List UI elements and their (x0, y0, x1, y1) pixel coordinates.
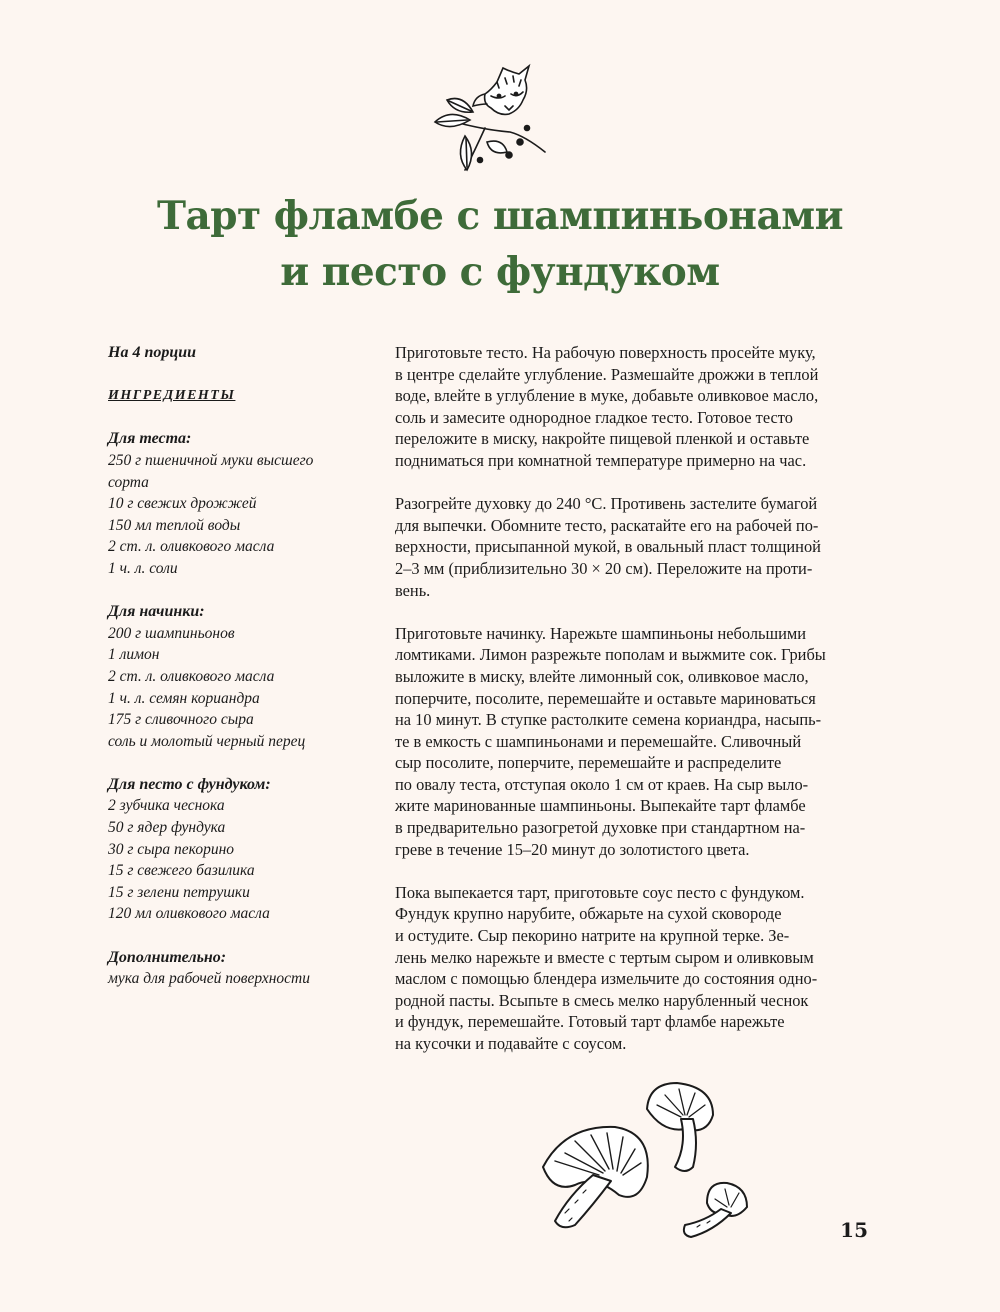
recipe-title (0, 188, 1000, 300)
text-line: сыр посолите, поперчите, перемешайте и распределите (395, 753, 782, 773)
text-line: в предварительно разогретой духовке при стандартном на- (395, 818, 806, 838)
ingredient-item: 1 ч. л. соли (108, 559, 178, 577)
ingredient-item: соль и молотый черный перец (108, 732, 306, 750)
text-line: и остудите. Сыр пекорино натрите на крупной терке. Зе- (395, 926, 790, 946)
title-line: Тарт фламбе с шампиньонами (156, 193, 844, 239)
text-line: маслом с помощью блендера измельчите до состояния одно- (395, 969, 818, 989)
ingredient-item: 2 ст. л. оливкового масла (108, 538, 275, 556)
text-line: воде, влейте в углубление в муке, добавьте оливковое масло, (395, 386, 819, 406)
ingredient-item: сорта (108, 473, 149, 491)
ingredient-item: 250 г пшеничной муки высшего (108, 451, 314, 469)
ingredient-item: 10 г свежих дрожжей (108, 495, 257, 513)
text-line: Приготовьте тесто. На рабочую поверхность просейте муку, (395, 343, 816, 362)
text-line: Фундук крупно нарубите, обжарьте на сухой сковороде (395, 904, 782, 924)
ingredient-item: 175 г сливочного сыра (108, 711, 254, 729)
text-line: лень мелко нарежьте и вместе с тертым сыром и оливковым (395, 947, 814, 967)
ingredient-item: 15 г свежего базилика (108, 862, 255, 880)
ingredient-item: мука для рабочей поверхности (108, 970, 310, 988)
step-paragraph (395, 493, 875, 601)
text-line: Разогрейте духовку до 240 °С. Противень застелите бумагой (395, 494, 818, 514)
text-line: поперчите, посолите, перемешайте и оставьте мариноваться (395, 688, 816, 708)
text-line: на кусочки и подавайте с соусом. (395, 1034, 627, 1053)
ingredient-item: 150 мл теплой воды (108, 516, 241, 534)
text-line: выложите в миску, влейте лимонный сок, оливковое масло, (395, 666, 809, 686)
text-line: жите маринованные шампиньоны. Выпекайте тарт фламбе (395, 796, 806, 816)
ingredient-item: 2 ст. л. оливкового масла (108, 667, 275, 685)
text-line: подниматься при комнатной температуре примерно на час. (395, 450, 807, 470)
ingredient-item: 30 г сыра пекорино (108, 840, 235, 858)
ingredient-item: 15 г зелени петрушки (108, 883, 250, 901)
text-line: в центре сделайте углубление. Размешайте дрожжи в теплой (395, 364, 819, 384)
ingredients-heading: ИНГРЕДИЕНТЫ (108, 388, 236, 404)
text-line: соль и замесите однородное гладкое тесто. Готовое тесто (395, 407, 793, 427)
servings: На 4 порции (108, 344, 197, 361)
text-line: вень. (395, 580, 431, 600)
pesto-heading: Для песто с фундуком: (108, 775, 271, 793)
page-number: 15 (840, 1218, 868, 1242)
text-line: на 10 минут. В ступке растолките семена кориандра, насыпь- (395, 710, 822, 730)
ingredient-item: 1 лимон (108, 646, 160, 664)
instructions-column (395, 342, 875, 1055)
text-line: Приготовьте начинку. Нарежьте шампиньоны небольшими (395, 623, 807, 643)
ingredient-item: 2 зубчика чеснока (108, 797, 225, 815)
title-line: и песто с фундуком (280, 249, 720, 295)
text-line: Пока выпекается тарт, приготовьте соус песто с фундуком. (395, 882, 805, 902)
dough-heading: Для теста: (108, 430, 192, 448)
text-line: греве в течение 15–20 минут до золотистого цвета. (395, 839, 750, 859)
text-line: и фундук, перемешайте. Готовый тарт фламбе нарежьте (395, 1012, 785, 1032)
step-paragraph (395, 342, 875, 472)
step-paragraph (395, 623, 875, 861)
fox-with-branch-icon (425, 60, 555, 185)
text-line: 2–3 мм (приблизительно 30 × 20 см). Переложите на проти- (395, 558, 813, 578)
ingredient-item: 1 ч. л. семян кориандра (108, 689, 260, 707)
text-line: переложите в миску, накройте пищевой пленкой и оставьте (395, 429, 810, 449)
text-line: родной пасты. Всыпьте в смесь мелко нарубленный чеснок (395, 990, 809, 1010)
mushrooms-illustration (535, 1075, 765, 1250)
text-line: для выпечки. Обомните тесто, раскатайте его на рабочей по- (395, 515, 819, 535)
text-line: по овалу теста, отступая около 1 см от краев. На сыр выло- (395, 774, 809, 794)
text-line: верхности, присыпанной мукой, в овальный пласт толщиной (395, 537, 821, 557)
ingredient-item: 120 мл оливкового масла (108, 905, 270, 923)
ingredient-item: 200 г шампиньонов (108, 624, 235, 642)
ingredient-item: 50 г ядер фундука (108, 819, 226, 837)
filling-heading: Для начинки: (108, 603, 205, 621)
step-paragraph (395, 882, 875, 1055)
extra-heading: Дополнительно: (108, 948, 227, 966)
text-line: ломтиками. Лимон разрежьте пополам и выжмите сок. Грибы (395, 645, 826, 665)
ingredients-column (108, 342, 368, 990)
text-line: те в емкость с шампиньонами и перемешайте. Сливочный (395, 731, 802, 751)
